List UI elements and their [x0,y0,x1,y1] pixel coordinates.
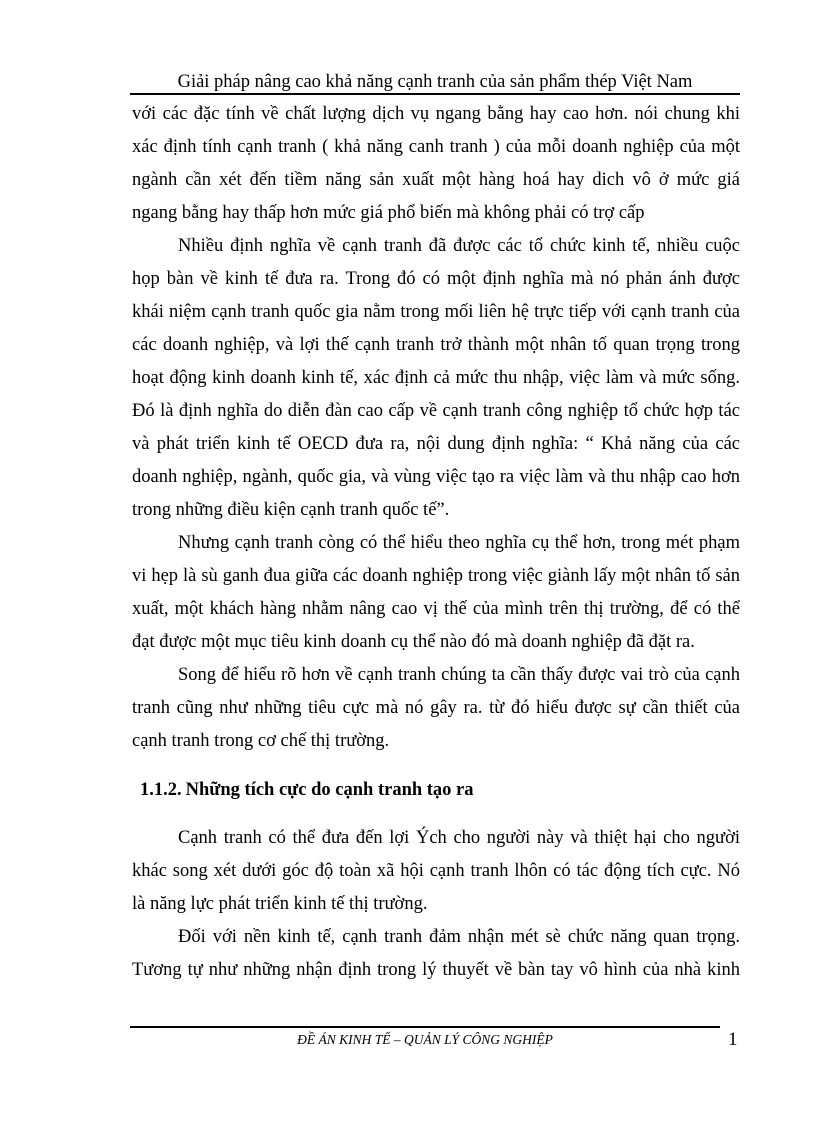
text-line: ngành cần xét đến tiềm năng sản xuất một hàng hoá hay dich vô ở mức giá [132,170,740,190]
text-line: Đó là định nghĩa do diễn đàn cao cấp về cạnh tranh công nghiệp tổ chức hợp tác [132,401,740,421]
text-line: Nhưng cạnh tranh còng có thể hiểu theo nghĩa cụ thể hơn, trong mét phạm [178,533,740,553]
section-heading [132,770,740,810]
text-line: họp bàn về kinh tế đưa ra. Trong đó có một định nghĩa mà nó phản ánh được [132,269,740,289]
body-text [132,98,740,987]
text-line: xuất, một khách hàng nhằm nâng cao vị thế của mình trên thị trường, để có thể [132,599,740,619]
text-line: xác định tính cạnh tranh ( khả năng canh tranh ) của mỗi doanh nghiệp của một [132,137,740,157]
text-line: hoạt động kinh doanh kinh tế, xác định cả mức thu nhập, việc làm và mức sống. [132,368,740,388]
section-title: Những tích cực do cạnh tranh tạo ra [185,780,474,800]
text-line: và phát triển kinh tế OECD đưa ra, nội dung định nghĩa: “ Khả năng của các [132,434,740,454]
text-line: với các đặc tính về chất lượng dịch vụ ngang bằng hay cao hơn. nói chung khi [132,104,740,124]
text-line: các doanh nghiệp, và lợi thế cạnh tranh trở thành một nhân tố quan trọng trong [132,335,740,355]
page-footer-text: ĐỀ ÁN KINH TẾ – QUẢN LÝ CÔNG NGHIỆP [297,1032,553,1047]
text-line: khác song xét dưới góc độ toàn xã hội cạnh tranh lhôn có tác động tích cực. Nó [132,861,740,881]
paragraph-benefits [132,822,740,921]
paragraph-continuation [132,98,740,230]
spacer [132,810,740,822]
footer-divider [130,1026,720,1028]
text-line: Cạnh tranh có thể đưa đến lợi Ých cho người này và thiệt hại cho người [178,828,740,848]
text-line: Song để hiểu rõ hơn về cạnh tranh chúng ta cần thấy được vai trò của cạnh [178,665,740,685]
paragraph-role [132,659,740,758]
text-line: ngang bằng hay thấp hơn mức giá phổ biến mà không phải có trợ cấp [132,203,645,223]
text-line: Đối với nền kinh tế, cạnh tranh đảm nhận mét sè chức năng quan trọng. [178,927,740,947]
text-line: Tương tự như những nhận định trong lý thuyết về bàn tay vô hình của nhà kinh [132,960,740,980]
section-number: 1.1.2. [140,780,182,800]
text-line: đạt được một mục tiêu kinh doanh cụ thể nào đó mà doanh nghiệp đã đặt ra. [132,632,695,652]
text-line: là năng lực phát triển kinh tế thị trường. [132,894,428,914]
header-divider [130,93,740,95]
text-line: vi hẹp là sù ganh đua giữa các doanh nghiệp trong việc giành lấy một nhân tố sản [132,566,740,586]
page-number: 1 [728,1029,738,1050]
spacer [132,758,740,770]
text-line: Nhiều định nghĩa về cạnh tranh đã được các tổ chức kinh tế, nhiều cuộc [178,236,740,256]
text-line: cạnh tranh trong cơ chế thị trường. [132,731,390,751]
text-line: khái niệm cạnh tranh quốc gia nằm trong mối liên hệ trực tiếp với cạnh tranh của [132,302,740,322]
text-line: trong những điều kiện cạnh tranh quốc tế”. [132,500,450,520]
paragraph-narrow-meaning [132,527,740,659]
text-line: tranh cũng như những tiêu cực mà nó gây ra. từ đó hiểu được sự cần thiết của [132,698,740,718]
text-line: doanh nghiệp, ngành, quốc gia, và vùng việc tạo ra việc làm và thu nhập cao hơn [132,467,740,487]
page-header-title: Giải pháp nâng cao khả năng cạnh tranh của sản phẩm thép Việt Nam [177,72,693,92]
paragraph-economy [132,921,740,987]
paragraph-definitions [132,230,740,527]
